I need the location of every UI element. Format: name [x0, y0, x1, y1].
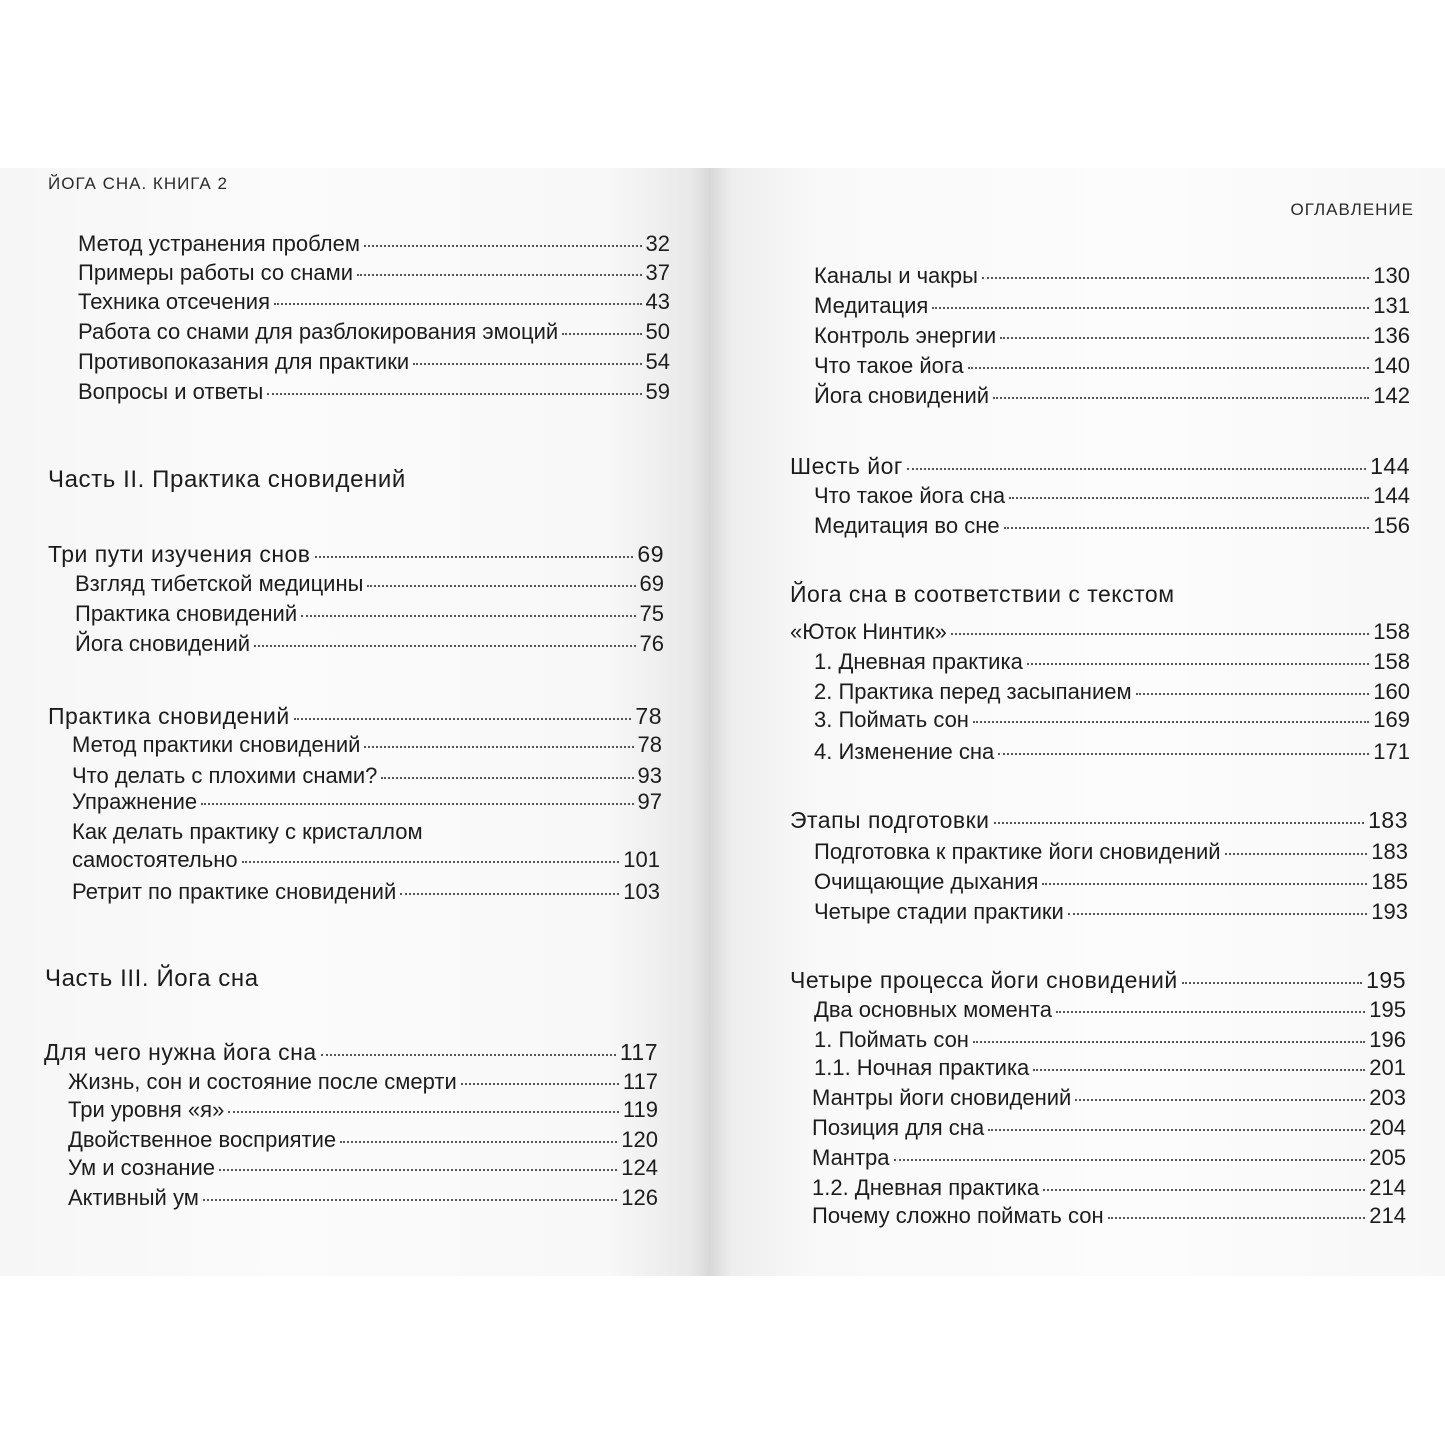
- toc-entry: [72, 878, 660, 906]
- toc-page-number: 126: [621, 1185, 658, 1210]
- toc-entry: [78, 288, 670, 316]
- toc-entry-title: Вопросы и ответы: [78, 379, 264, 404]
- toc-entry-title: Примеры работы со снами: [78, 260, 354, 285]
- toc-entry-title: Медитация: [814, 293, 929, 318]
- toc-entry-title: Шесть йог: [790, 453, 903, 479]
- toc-entry: [78, 259, 670, 287]
- dot-leader: [1009, 497, 1369, 499]
- toc-page-number: 93: [637, 763, 662, 788]
- dot-leader: [932, 307, 1369, 309]
- toc-entry-title: Мантры йоги сновидений: [812, 1085, 1072, 1110]
- toc-page-number: 204: [1369, 1115, 1406, 1140]
- toc-entry-title: Четыре стадии практики: [814, 899, 1064, 924]
- toc-section-heading: [790, 806, 1408, 834]
- toc-entry: [78, 318, 670, 346]
- dot-leader: [973, 1041, 1365, 1043]
- dot-leader: [364, 746, 633, 748]
- toc-entry-title: Мантра: [812, 1145, 890, 1170]
- dot-leader: [1043, 1189, 1365, 1191]
- toc-entry: [814, 898, 1408, 926]
- toc-entry-title: Что такое йога сна: [814, 483, 1006, 508]
- toc-entry-title: Двойственное восприятие: [68, 1127, 337, 1152]
- toc-entry-title: Три уровня «я»: [68, 1097, 225, 1122]
- toc-page-number: 142: [1373, 383, 1410, 408]
- dot-leader: [201, 803, 633, 805]
- toc-entry: [814, 1054, 1406, 1082]
- toc-entry: [814, 352, 1410, 380]
- toc-entry-title: Жизнь, сон и состояние после смерти: [68, 1069, 457, 1094]
- toc-page-number: 160: [1373, 679, 1410, 704]
- toc-page-number: 195: [1369, 997, 1406, 1022]
- toc-entry: [814, 512, 1410, 540]
- toc-entry: [814, 738, 1410, 766]
- toc-page-number: 140: [1373, 353, 1410, 378]
- dot-leader: [1225, 853, 1368, 855]
- toc-page-number: 158: [1373, 649, 1410, 674]
- dot-leader: [294, 718, 632, 720]
- toc-entry: [812, 1174, 1406, 1202]
- toc-entry: [790, 618, 1410, 646]
- dot-leader: [1033, 1069, 1365, 1071]
- toc-section-heading: [790, 452, 1410, 480]
- toc-entry: [814, 262, 1410, 290]
- toc-entry: [78, 378, 670, 406]
- toc-entry-title: Ум и сознание: [68, 1155, 216, 1180]
- toc-section-heading: [48, 540, 664, 568]
- dot-leader: [1000, 337, 1369, 339]
- dot-leader: [228, 1111, 619, 1113]
- toc-page-number: 203: [1369, 1085, 1406, 1110]
- dot-leader: [993, 397, 1369, 399]
- dot-leader: [301, 615, 635, 617]
- dot-leader: [203, 1199, 617, 1201]
- toc-part-heading: Часть III. Йога сна: [45, 965, 259, 992]
- dot-leader: [274, 303, 642, 305]
- toc-page-number: 124: [621, 1155, 658, 1180]
- toc-page-number: 117: [619, 1039, 658, 1065]
- toc-entry-title: Противопоказания для практики: [78, 349, 410, 374]
- toc-entry: [814, 482, 1410, 510]
- toc-page-number: 156: [1373, 513, 1410, 538]
- toc-part-heading: Часть II. Практика сновидений: [48, 466, 406, 493]
- toc-page-number: 97: [637, 789, 662, 814]
- toc-page-number: 201: [1369, 1055, 1406, 1080]
- toc-entry-title: Для чего нужна йога сна: [44, 1039, 317, 1065]
- toc-page-number: 169: [1373, 707, 1410, 732]
- toc-entry-title: Очищающие дыхания: [814, 869, 1039, 894]
- toc-section-heading: [48, 702, 662, 730]
- dot-leader: [242, 861, 620, 863]
- toc-entry-title: Этапы подготовки: [790, 807, 990, 833]
- toc-entry-title: Как делать практику с кристаллом: [72, 819, 423, 844]
- toc-page-number: 78: [635, 703, 662, 729]
- toc-entry-title: Метод устранения проблем: [78, 231, 360, 256]
- running-head: ОГЛАВЛЕНИЕ: [1290, 200, 1414, 219]
- toc-entry-title: Йога сновидений: [814, 383, 990, 408]
- toc-page-number: 75: [639, 601, 664, 626]
- toc-entry-title: Два основных момента: [814, 997, 1053, 1022]
- toc-page-number: 78: [637, 732, 662, 757]
- toc-section-heading: Йога сна в соответствии с текстом: [790, 581, 1175, 607]
- toc-entry-title: Взгляд тибетской медицины: [75, 571, 364, 596]
- dot-leader: [1108, 1217, 1366, 1219]
- toc-entry-title: Что такое йога: [814, 353, 964, 378]
- running-head: ЙОГА СНА. КНИГА 2: [48, 174, 228, 193]
- toc-page-number: 183: [1371, 839, 1408, 864]
- dot-leader: [357, 274, 641, 276]
- toc-entry: [814, 678, 1410, 706]
- dot-leader: [1042, 883, 1367, 885]
- toc-entry: [814, 868, 1408, 896]
- toc-page-number: 171: [1373, 739, 1410, 764]
- toc-entry-title: «Юток Нинтик»: [790, 619, 947, 644]
- toc-page-number: 69: [639, 571, 664, 596]
- toc-page-number: 117: [622, 1069, 658, 1094]
- toc-entry: [814, 382, 1410, 410]
- toc-entry: [814, 1026, 1406, 1054]
- toc-entry: [814, 838, 1408, 866]
- toc-entry: [812, 1114, 1406, 1142]
- dot-leader: [461, 1083, 619, 1085]
- dot-leader: [907, 468, 1366, 470]
- toc-page-number: 32: [645, 231, 670, 256]
- dot-leader: [1056, 1011, 1365, 1013]
- toc-page-number: 76: [639, 631, 664, 656]
- toc-page-number: 119: [622, 1097, 658, 1122]
- toc-entry: [68, 1096, 658, 1124]
- toc-entry: [814, 322, 1410, 350]
- dot-leader: [1068, 913, 1368, 915]
- toc-entry: [78, 348, 670, 376]
- toc-entry: [75, 630, 664, 658]
- toc-entry: [68, 1154, 658, 1182]
- dot-leader: [894, 1159, 1366, 1161]
- toc-entry: [72, 788, 662, 816]
- toc-entry-title: Работа со снами для разблокирования эмоций: [78, 319, 559, 344]
- toc-entry-title: Четыре процесса йоги сновидений: [790, 967, 1178, 993]
- dot-leader: [367, 585, 635, 587]
- toc-page-number: 101: [623, 847, 660, 872]
- toc-entry: [814, 292, 1410, 320]
- toc-page-number: 195: [1366, 967, 1406, 993]
- dot-leader: [340, 1141, 617, 1143]
- toc-entry: [72, 731, 662, 759]
- dot-leader: [254, 645, 635, 647]
- toc-entry: [68, 1184, 658, 1212]
- toc-entry-title: Ретрит по практике сновидений: [72, 879, 397, 904]
- dot-leader: [1182, 982, 1362, 984]
- toc-entry-title: Позиция для сна: [812, 1115, 985, 1140]
- toc-entry: [812, 1144, 1406, 1172]
- toc-entry: [78, 230, 670, 258]
- toc-entry-title: Упражнение: [72, 789, 198, 814]
- toc-entry-title: Что делать с плохими снами?: [72, 763, 378, 788]
- toc-page-number: 158: [1373, 619, 1410, 644]
- toc-entry: [68, 1126, 658, 1154]
- dot-leader: [968, 367, 1370, 369]
- dot-leader: [562, 333, 641, 335]
- toc-entry: [814, 706, 1410, 734]
- toc-entry-title: Медитация во сне: [814, 513, 1000, 538]
- dot-leader: [1004, 527, 1370, 529]
- toc-entry: [812, 1202, 1406, 1230]
- toc-page-number: 196: [1369, 1027, 1406, 1052]
- dot-leader: [994, 822, 1365, 824]
- dot-leader: [982, 277, 1369, 279]
- toc-page-number: 193: [1371, 899, 1408, 924]
- toc-entry-title: Йога сновидений: [75, 631, 251, 656]
- dot-leader: [1027, 663, 1369, 665]
- toc-page-number: 69: [637, 541, 664, 567]
- toc-section-heading: [44, 1038, 658, 1066]
- toc-entry: [814, 996, 1406, 1024]
- toc-page-number: 205: [1369, 1145, 1406, 1170]
- dot-leader: [951, 633, 1369, 635]
- toc-entry-title: Практика сновидений: [75, 601, 298, 626]
- toc-page-number: 144: [1373, 483, 1410, 508]
- toc-entry: [75, 600, 664, 628]
- dot-leader: [315, 556, 634, 558]
- dot-leader: [219, 1169, 617, 1171]
- toc-page-number: 185: [1371, 869, 1408, 894]
- toc-page-number: 43: [645, 289, 670, 314]
- dot-leader: [413, 363, 641, 365]
- toc-page-number: 144: [1370, 453, 1410, 479]
- dot-leader: [988, 1129, 1365, 1131]
- toc-page-number: 50: [645, 319, 670, 344]
- toc-section-heading: [790, 966, 1406, 994]
- toc-entry-title: Три пути изучения снов: [48, 541, 311, 567]
- dot-leader: [973, 721, 1369, 723]
- toc-page-number: 54: [645, 349, 670, 374]
- dot-leader: [381, 777, 633, 779]
- toc-page-number: 136: [1373, 323, 1410, 348]
- toc-entry-title: Контроль энергии: [814, 323, 997, 348]
- toc-entry-title: 1. Дневная практика: [814, 649, 1023, 674]
- toc-entry-title: Подготовка к практике йоги сновидений: [814, 839, 1221, 864]
- dot-leader: [400, 893, 619, 895]
- toc-entry-title: 3. Поймать сон: [814, 707, 969, 732]
- toc-entry-title: Практика сновидений: [48, 703, 290, 729]
- toc-entry: [812, 1084, 1406, 1112]
- toc-page-number: 120: [621, 1127, 658, 1152]
- dot-leader: [1136, 693, 1370, 695]
- toc-entry-title: Каналы и чакры: [814, 263, 978, 288]
- toc-page-number: 183: [1368, 807, 1408, 833]
- toc-entry-title: 1.2. Дневная практика: [812, 1175, 1040, 1200]
- toc-page-number: 131: [1373, 293, 1410, 318]
- toc-page-number: 130: [1373, 263, 1410, 288]
- toc-entry: [72, 762, 662, 790]
- toc-page-number: 214: [1369, 1175, 1406, 1200]
- toc-entry-title: Техника отсечения: [78, 289, 270, 314]
- dot-leader: [998, 753, 1369, 755]
- toc-entry-title: 1.1. Ночная практика: [814, 1055, 1030, 1080]
- toc-page-number: 37: [645, 260, 670, 285]
- toc-entry-title: 1. Поймать сон: [814, 1027, 969, 1052]
- toc-page-number: 59: [645, 379, 670, 404]
- dot-leader: [1075, 1099, 1365, 1101]
- dot-leader: [267, 393, 641, 395]
- toc-entry-title: самостоятельно: [72, 847, 238, 872]
- toc-entry-title: 4. Изменение сна: [814, 739, 995, 764]
- toc-entry: [814, 648, 1410, 676]
- toc-entry-title: Активный ум: [68, 1185, 199, 1210]
- dot-leader: [364, 245, 642, 247]
- toc-entry-title: Метод практики сновидений: [72, 732, 361, 757]
- toc-entry-title: Почему сложно поймать сон: [812, 1203, 1104, 1228]
- toc-entry: [68, 1068, 658, 1096]
- toc-entry: [75, 570, 664, 598]
- toc-page-number: 214: [1369, 1203, 1406, 1228]
- dot-leader: [321, 1054, 616, 1056]
- toc-entry-title: 2. Практика перед засыпанием: [814, 679, 1132, 704]
- toc-page-number: 103: [623, 879, 660, 904]
- toc-entry: [72, 846, 660, 874]
